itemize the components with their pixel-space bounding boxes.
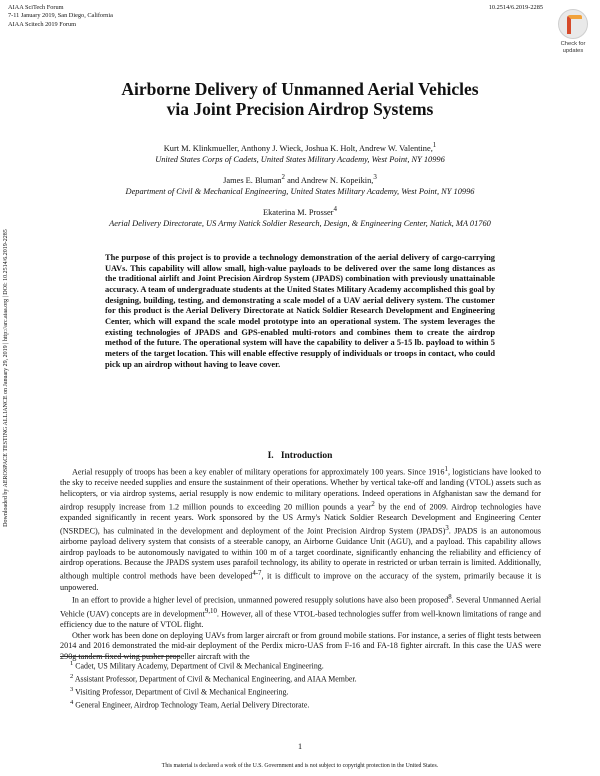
paragraph bbox=[60, 465, 541, 593]
check-for-updates-icon bbox=[558, 9, 588, 39]
text-run: . Several Unmanned Aerial Vehicle (UAV) concepts are in development bbox=[60, 595, 542, 619]
footnote bbox=[60, 685, 541, 698]
text-run: . However, all of these VTOL-based technologies suffer from well-known limitations of range and efficiency due to the nature of VTOL flight. bbox=[60, 609, 542, 629]
text-run: . JPADS is an autonomous airborne payload delivery system that consists of a steerable canopy, an Airborne Guidance Unit (AGU), and a payload. This capability allows airdrop payloads to be autonomously navigated to within 100 m of a target coordinate, significantly enhancing the reliability and efficiency of airdrop operations. Because the JPADS system uses parafoil technology, its ability to operate in restricted or urban terrain is limited. Additionally, although multiple control methods have been developed bbox=[60, 526, 541, 581]
citation: 1 bbox=[444, 466, 448, 473]
author-names: and Andrew N. Kopeikin, bbox=[285, 175, 374, 185]
venue-line: AIAA Scitech 2019 Forum bbox=[8, 20, 77, 28]
text-run: by the end of 2009. Airdrop technologies have expanded significantly in recent years. Work sponsored by the US Army's Natick Soldier Research Development and Engineering Center (NSRDEC), has culminated in the development and deployment of the Joint Precision Airdrop System (JPADS) bbox=[60, 502, 542, 536]
paper-title bbox=[60, 79, 540, 119]
author-affiliation: Department of Civil & Mechanical Engineering, United States Military Academy, West Point, NY 10996 bbox=[125, 186, 475, 196]
text-run: , it is difficult to improve on the accuracy of the system, primarily because it is unpowered. bbox=[60, 571, 541, 592]
footnote bbox=[60, 659, 541, 672]
text-run: Aerial resupply of troops has been a key enabler of military operations for approximately 100 years. Since 1916 bbox=[72, 467, 445, 477]
footnote-text: General Engineer, Airdrop Technology Team, Aerial Delivery Directorate. bbox=[75, 700, 310, 710]
author-block bbox=[30, 172, 570, 197]
badge-text bbox=[551, 41, 595, 54]
citation: 4-7 bbox=[252, 570, 262, 578]
badge-line2: updates bbox=[562, 47, 584, 54]
section-number: I. bbox=[267, 451, 274, 461]
footnote-text: Cadet, US Military Academy, Department of Civil & Mechanical Engineering. bbox=[75, 661, 324, 671]
author-sup: 1 bbox=[432, 141, 437, 149]
citation: 2 bbox=[371, 500, 375, 508]
copyright-footer: This material is declared a work of the U.S. Government and is not subject to copyright protection in the United States. bbox=[161, 763, 439, 769]
author-block bbox=[30, 140, 570, 165]
paragraph bbox=[60, 593, 541, 630]
footnote-number: 2 bbox=[70, 673, 74, 681]
author-affiliation: United States Corps of Cadets, United States Military Academy, West Point, NY 10996 bbox=[155, 154, 445, 164]
citation: 9,10 bbox=[204, 607, 217, 615]
text-run: Other work has been done on deploying UAVs from larger aircraft or from ground mobile stations. For instance, a series of flight tests between 2014 and 2016 demonstrated the mid-air deployment of the Perdix micro-UAS from F-16 and FA-18 fighter aircraft. In this case the UAS were 290g tandem fixed wing pusher propeller aircraft with the bbox=[60, 630, 541, 661]
author-sup: 4 bbox=[333, 205, 337, 213]
section-heading bbox=[0, 451, 600, 461]
footnote-number: 4 bbox=[70, 699, 74, 707]
author-sup: 2 bbox=[281, 173, 285, 181]
author-names: Kurt M. Klinkmueller, Anthony J. Wieck, Joshua K. Holt, Andrew W. Valentine, bbox=[163, 143, 433, 153]
footnote-text: Assistant Professor, Department of Civil & Mechanical Engineering, and AIAA Member. bbox=[74, 674, 357, 684]
citation: 3 bbox=[445, 524, 449, 532]
author-names: Ekaterina M. Prosser bbox=[263, 207, 334, 217]
venue-line: 7-11 January 2019, San Diego, California bbox=[8, 12, 113, 20]
author-names: James E. Bluman bbox=[223, 175, 282, 185]
paragraph bbox=[60, 631, 541, 663]
venue-line: AIAA SciTech Forum bbox=[8, 4, 64, 11]
footnotes bbox=[60, 659, 541, 711]
abstract: The purpose of this project is to provide a technology demonstration of the aerial delivery of cargo-carrying UAVs. This capability will allow small, high-value payloads to be delivered over the same long distances as the traditional airlift and Joint Precision Airdrop System (JPADS) combination with previously unattainable accuracy. A team of undergraduate students at the United States Military Academy accomplished this goal by designing, building, testing, and demonstrating a scale model of a UAV aerial delivery system. The customer for this product is the Aerial Delivery Directorate at Natick Soldier Research Development and Engineering Center, which will expand the scale model prototype into an operational system. The system leverages the existing technologies of JPADS and GPS-enabled multi-rotors and combines them to create the airdrop method of the future. The operational system will have the capability to deliver a 5-15 lb. payload to within 5 meters of the target location. This will enable effective resupply of individuals or troops in contact, who could pick up an airdrop without having to leave cover. bbox=[105, 253, 495, 369]
author-sup: 3 bbox=[373, 173, 377, 181]
venue-header bbox=[8, 4, 113, 29]
author-affiliation: Aerial Delivery Directorate, US Army Natick Soldier Research, Design, & Engineering Center, Natick, MA 01760 bbox=[109, 218, 491, 228]
page-number: 1 bbox=[297, 742, 303, 751]
section-title: Introduction bbox=[280, 451, 333, 461]
footnote bbox=[60, 672, 541, 685]
text-run: In an effort to provide a higher level of precision, unmanned powered resupply solutions have also been proposed bbox=[72, 595, 449, 605]
doi-link[interactable]: 10.2514/6.2019-2285 bbox=[488, 4, 543, 11]
text-run: , logisticians have looked to the sky to receive needed supplies and ensure the sustainment of their operations. Whether by vertical take-off and landing (VTOL) assets such as helicopters, or via airdrop systems, aerial resupply is now endemic to military operations. Indeed operations in Afghanistan saw the demand for airdrop resupply increase from 1.2 million pounds to exceeding 20 million pounds a year bbox=[60, 467, 541, 512]
body-text bbox=[60, 465, 541, 663]
footnote bbox=[60, 698, 541, 711]
footnote-rule bbox=[60, 656, 180, 657]
footnote-text: Visiting Professor, Department of Civil & Mechanical Engineering. bbox=[75, 687, 289, 697]
footnote-number: 3 bbox=[70, 686, 74, 694]
author-block bbox=[30, 204, 570, 229]
badge-line1: Check for bbox=[560, 41, 586, 47]
footnote-number: 1 bbox=[70, 660, 74, 667]
check-for-updates-badge[interactable] bbox=[551, 7, 595, 53]
download-side-note: Downloaded by AEROSPACE TESTING ALLIANCE on January 29, 2019 | http://arc.aiaa.org | DOI: 10.2514/6.2019-2285 bbox=[3, 229, 9, 527]
title-line1: Airborne Delivery of Unmanned Aerial Vehicles bbox=[121, 79, 479, 99]
citation: 8 bbox=[448, 594, 452, 602]
title-line2: via Joint Precision Airdrop Systems bbox=[166, 99, 434, 119]
